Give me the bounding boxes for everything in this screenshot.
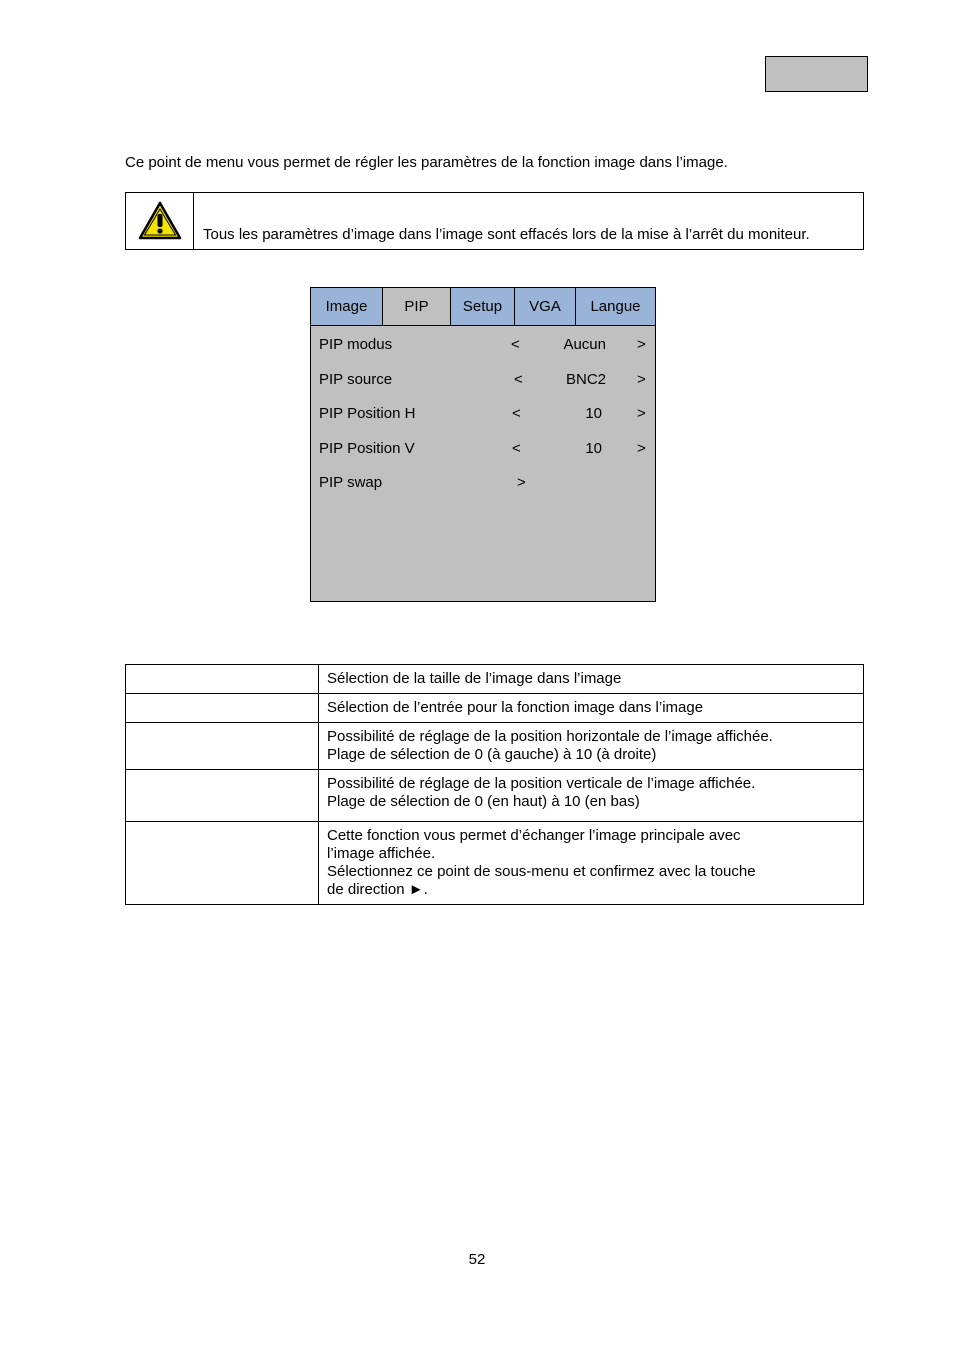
table-cell [319, 694, 864, 723]
arrow-right-icon[interactable]: > [637, 405, 646, 422]
page-number: 52 [468, 1251, 486, 1268]
description-line: de direction ►. [327, 881, 428, 898]
table-cell-empty [126, 822, 319, 905]
description-line: Sélectionnez ce point de sous-menu et confirmez avec la touche [327, 863, 756, 880]
tab-pip[interactable]: PIP [383, 288, 451, 325]
arrow-left-icon[interactable]: < [512, 440, 521, 457]
table-cell-empty [126, 723, 319, 770]
description-line: Sélection de la taille de l’image dans l’image [327, 670, 622, 687]
menu-row-pip-swap[interactable] [311, 473, 655, 493]
row-label: PIP swap [319, 474, 383, 491]
table-row [126, 694, 864, 723]
tab-langue[interactable]: Langue [576, 288, 655, 325]
tab-setup[interactable]: Setup [451, 288, 515, 325]
menu-row-pip-position-v[interactable] [311, 439, 655, 459]
description-line: Possibilité de réglage de la position verticale de l’image affichée. [327, 775, 756, 792]
tab-vga[interactable]: VGA [515, 288, 576, 325]
table-row [126, 770, 864, 822]
row-label: PIP Position V [319, 440, 415, 457]
tab-image[interactable]: Image [311, 288, 383, 325]
arrow-right-icon[interactable]: > [637, 440, 646, 457]
intro-paragraph: Ce point de menu vous permet de régler les paramètres de la fonction image dans l’image. [125, 154, 728, 171]
table-cell [319, 723, 864, 770]
arrow-left-icon[interactable]: < [514, 371, 523, 388]
row-value: 10 [585, 405, 602, 422]
description-line: Plage de sélection de 0 (en haut) à 10 (en bas) [327, 793, 640, 810]
arrow-left-icon[interactable]: < [512, 405, 521, 422]
warning-icon-cell [126, 193, 194, 249]
menu-row-pip-source[interactable] [311, 370, 655, 390]
table-cell [319, 665, 864, 694]
warning-triangle-icon [138, 201, 182, 241]
row-value: 10 [585, 440, 602, 457]
row-value: BNC2 [565, 371, 606, 388]
row-label: PIP modus [319, 336, 393, 353]
description-line: Sélection de l’entrée pour la fonction image dans l’image [327, 699, 704, 716]
table-cell-empty [126, 770, 319, 822]
description-line: Plage de sélection de 0 (à gauche) à 10 (à droite) [327, 746, 657, 763]
table-row [126, 723, 864, 770]
description-line: l’image affichée. [327, 845, 436, 862]
table-cell [319, 770, 864, 822]
menu-row-pip-modus[interactable] [311, 335, 655, 355]
language-tab-box [765, 56, 868, 92]
table-row [126, 665, 864, 694]
osd-menu [310, 287, 656, 602]
row-label: PIP Position H [319, 405, 416, 422]
menu-tabs [311, 288, 655, 326]
description-table [125, 664, 864, 905]
arrow-right-icon[interactable]: > [637, 336, 646, 353]
arrow-left-icon[interactable]: < [511, 336, 520, 353]
description-line: Cette fonction vous permet d’échanger l’image principale avec [327, 827, 741, 844]
table-row [126, 822, 864, 905]
warning-box [125, 192, 864, 250]
row-value: Aucun [563, 336, 606, 353]
row-label: PIP source [319, 371, 393, 388]
menu-row-pip-position-h[interactable] [311, 404, 655, 424]
table-cell-empty [126, 665, 319, 694]
arrow-right-icon[interactable]: > [517, 474, 526, 491]
table-cell-empty [126, 694, 319, 723]
description-line: Possibilité de réglage de la position horizontale de l’image affichée. [327, 728, 773, 745]
warning-text: Tous les paramètres d’image dans l’image sont effacés lors de la mise à l’arrêt du moniteur. [203, 226, 810, 243]
table-cell [319, 822, 864, 905]
arrow-right-icon[interactable]: > [637, 371, 646, 388]
